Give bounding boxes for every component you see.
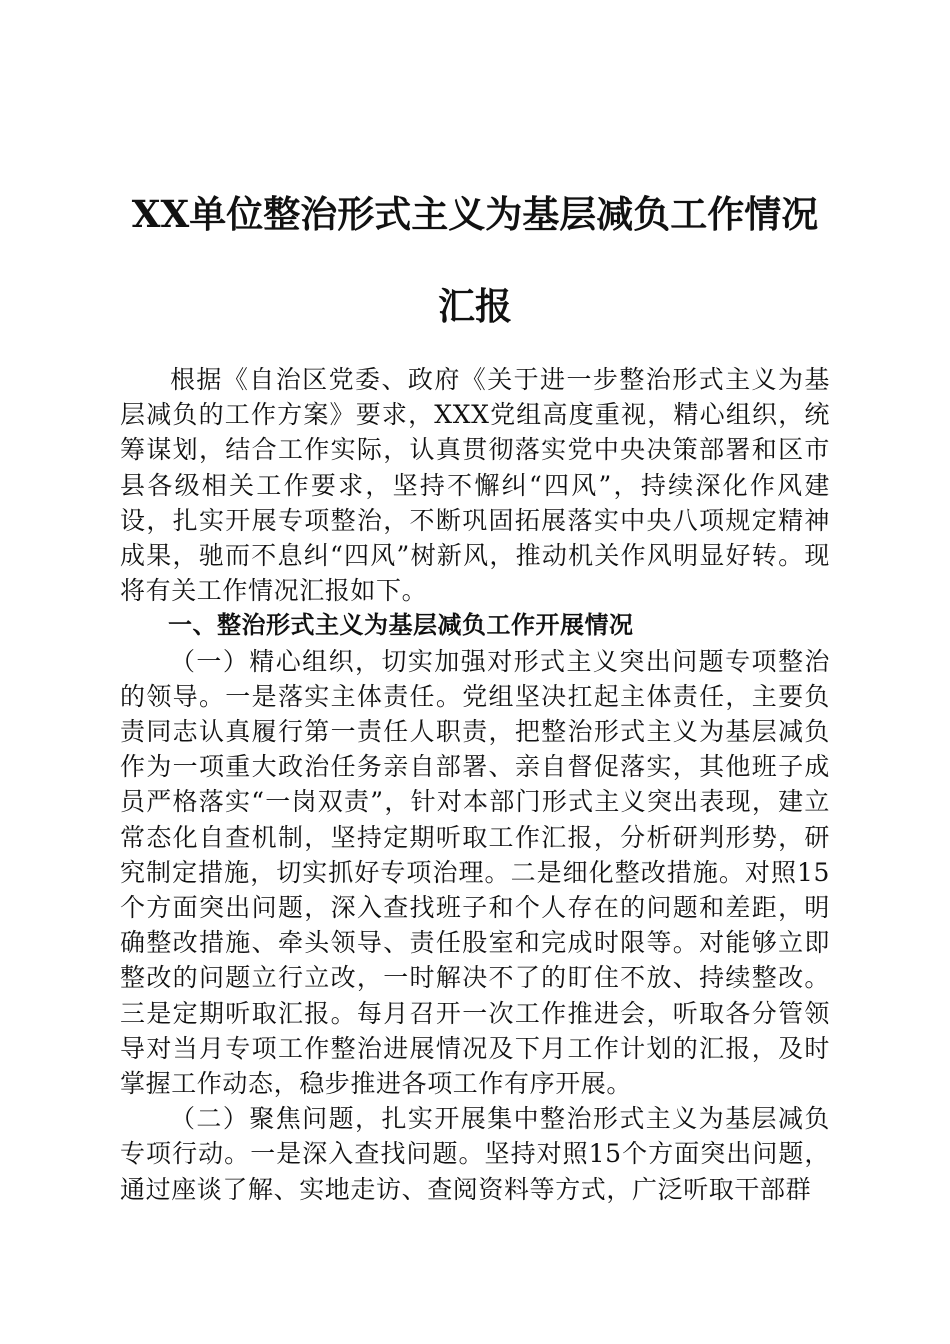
section-paragraph-2: （二）聚焦问题，扎实开展集中整治形式主义为基层减负专项行动。一是深入查找问题。坚持对照15个方面突出问题，通过座谈了解、实地走访、查阅资料等方式，广泛听取干部群 bbox=[120, 1104, 830, 1204]
intro-paragraph: 根据《自治区党委、政府《关于进一步整治形式主义为基层减负的工作方案》要求，XXX党组高度重视，精心组织，统筹谋划，结合工作实际，认真贯彻落实党中央决策部署和区市县各级相关工作要求，坚持不懈纠“四风”，持续深化作风建设，扎实开展专项整治，不断巩固拓展落实中央八项规定精神成果，驰而不息纠“四风”树新风，推动机关作风明显好转。现将有关工作情况汇报如下。 bbox=[120, 365, 830, 606]
document-body bbox=[120, 362, 830, 1207]
section-paragraph-1: （一）精心组织，切实加强对形式主义突出问题专项整治的领导。一是落实主体责任。党组坚决扛起主体责任，主要负责同志认真履行第一责任人职责，把整治形式主义为基层减负作为一项重大政治任务亲自部署、亲自督促落实，其他班子成员严格落实“一岗双责”，针对本部门形式主义突出表现，建立常态化自查机制，坚持定期听取工作汇报，分析研判形势，研究制定措施，切实抓好专项治理。二是细化整改措施。对照15个方面突出问题，深入查找班子和个人存在的问题和差距，明确整改措施、牵头领导、责任股室和完成时限等。对能够立即整改的问题立行立改，一时解决不了的盯住不放、持续整改。三是定期听取汇报。每月召开一次工作推进会，听取各分管领导对当月专项工作整治进展情况及下月工作计划的汇报，及时掌握工作动态，稳步推进各项工作有序开展。 bbox=[120, 646, 830, 1099]
section-heading: 一、整治形式主义为基层减负工作开展情况 bbox=[168, 611, 634, 640]
document-title: XX单位整治形式主义为基层减负工作情况汇报 bbox=[131, 192, 819, 328]
